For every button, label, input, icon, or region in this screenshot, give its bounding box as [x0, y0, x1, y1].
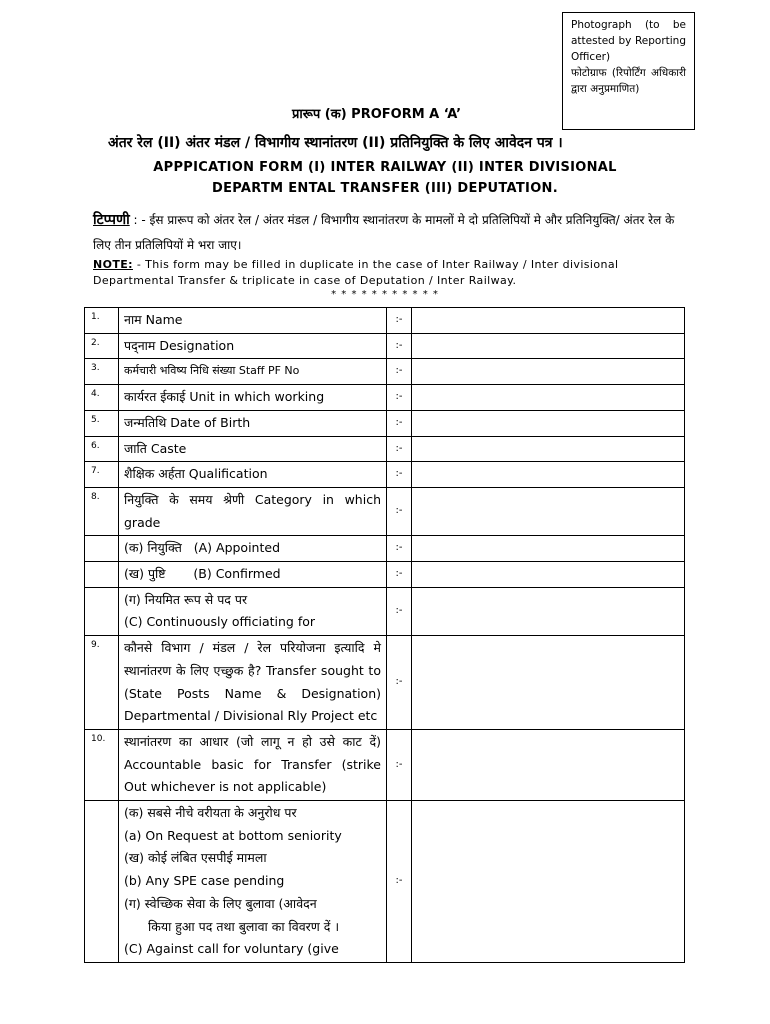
photo-caption-english: Photograph (to be attested by Reporting Officer): [571, 19, 686, 63]
table-row: [85, 359, 685, 385]
row-number: 7.: [85, 462, 119, 488]
application-form-table: [84, 307, 685, 963]
option-a-hindi: (क) सबसे नीचे वरीयता के अनुरोध पर: [124, 805, 297, 821]
table-row: [85, 801, 685, 963]
table-row: [85, 636, 685, 730]
colon: :-: [387, 359, 412, 385]
english-note: [93, 257, 693, 289]
designation-value-field[interactable]: [412, 333, 685, 359]
colon: :-: [387, 636, 412, 730]
colon: :-: [387, 333, 412, 359]
table-row: [85, 333, 685, 359]
field-label-caste: जाति Caste: [119, 436, 387, 462]
colon: :-: [387, 385, 412, 411]
field-label-confirmed: (ख) पुष्टि (B) Confirmed: [119, 562, 387, 588]
field-label-designation: पद्नाम Designation: [119, 333, 387, 359]
pf-no-value-field[interactable]: [412, 359, 685, 385]
transfer-basis-value-field[interactable]: [412, 729, 685, 800]
colon: :-: [387, 308, 412, 334]
field-label-transfer-basis: स्थानांतरण का आधार (जो लागू न हो उसे काट दें) Accountable basic for Transfer (strike Out whichever is not applicable): [119, 729, 387, 800]
field-label-transfer-sought: कौनसे विभाग / मंडल / रेल परियोजना इत्यादि मे स्थानांतरण के लिए एच्छुक है? Transfer sought to (State Posts Name & Designation) Departmental / Divisional Rly Project etc: [119, 636, 387, 730]
name-value-field[interactable]: [412, 308, 685, 334]
officiating-hindi: (ग) नियमित रूप से पद पर: [124, 591, 248, 607]
officiating-value-field[interactable]: [412, 587, 685, 635]
colon: :-: [387, 801, 412, 963]
hindi-note-text: : - ईस प्रारूप को अंतर रेल / अंतर मंडल / विभागीय स्थानांतरण के मामलों मे दो प्रतिलिपियों मे और प्रतिनियुक्ति/ अंतर रेल के लिए तीन प्रतिलिपियों मे भरा जाए।: [93, 213, 675, 252]
row-number: 4.: [85, 385, 119, 411]
colon: :-: [387, 587, 412, 635]
option-c-hindi: (ग) स्वेच्छिक सेवा के लिए बुलावा (आवेदन: [124, 895, 317, 911]
field-label-qualification: शैक्षिक अर्हता Qualification: [119, 462, 387, 488]
field-label-unit: कार्यरत ईकाई Unit in which working: [119, 385, 387, 411]
row-number: 1.: [85, 308, 119, 334]
field-label-pf-no: कर्मचारी भविष्य निधि संख्या Staff PF No: [119, 359, 387, 385]
field-label-category: नियुक्ति के समय श्रेणी Category in which grade: [119, 487, 387, 535]
appointed-value-field[interactable]: [412, 536, 685, 562]
category-value-field[interactable]: [412, 487, 685, 535]
photograph-box: [562, 12, 695, 130]
hindi-form-title: अंतर रेल (II) अंतर मंडल / विभागीय स्थानांतरण (II) प्रतिनियुक्ति के लिए आवेदन पत्र ।: [108, 135, 563, 151]
proforma-label: प्रारूप (क) PROFORM A ‘A’: [292, 107, 462, 122]
row-number: 3.: [85, 359, 119, 385]
option-b-hindi: (ख) कोई लंबित एसपीई मामला: [124, 850, 267, 866]
photo-caption-hindi: फोटोग्राफ (रिपोर्टिंग अधिकारी द्वारा अनुप्रमाणित): [571, 67, 686, 95]
qualification-value-field[interactable]: [412, 462, 685, 488]
table-row: [85, 562, 685, 588]
row-number: 8.: [85, 487, 119, 535]
row-number: 9.: [85, 636, 119, 730]
transfer-sought-value-field[interactable]: [412, 636, 685, 730]
caste-value-field[interactable]: [412, 436, 685, 462]
field-label-dob: जन्मतिथि Date of Birth: [119, 410, 387, 436]
unit-value-field[interactable]: [412, 385, 685, 411]
option-c-english: (C) Against call for voluntary (give: [124, 941, 339, 957]
colon: :-: [387, 462, 412, 488]
english-form-title-line2: DEPARTM ENTAL TRANSFER (III) DEPUTATION.: [212, 181, 558, 196]
table-row: [85, 436, 685, 462]
table-row: [85, 729, 685, 800]
table-row: [85, 308, 685, 334]
english-note-text: - This form may be filled in duplicate in the case of Inter Railway / Inter divisional Departmental Transfer & triplicate in case of Deputation / Inter Railway.: [93, 258, 619, 287]
hindi-note-label: टिप्पणी: [93, 212, 130, 228]
hindi-note: [93, 208, 693, 258]
option-b-english: (b) Any SPE case pending: [124, 873, 285, 889]
colon: :-: [387, 410, 412, 436]
colon: :-: [387, 562, 412, 588]
colon: :-: [387, 487, 412, 535]
field-label-officiating: [119, 587, 387, 635]
row-number: 2.: [85, 333, 119, 359]
english-note-label: NOTE:: [93, 258, 133, 271]
table-row: [85, 410, 685, 436]
option-c-hindi-cont: किया हुआ पद तथा बुलावा का विवरण दें ।: [148, 918, 340, 934]
field-label-name: नाम Name: [119, 308, 387, 334]
option-a-english: (a) On Request at bottom seniority: [124, 827, 342, 843]
transfer-basis-options: [119, 801, 387, 963]
row-number: 6.: [85, 436, 119, 462]
colon: :-: [387, 436, 412, 462]
transfer-options-value-field[interactable]: [412, 801, 685, 963]
table-row: [85, 536, 685, 562]
separator: * * * * * * * * * * *: [331, 289, 439, 300]
table-row: [85, 587, 685, 635]
field-label-appointed: (क) नियुक्ति (A) Appointed: [119, 536, 387, 562]
colon: :-: [387, 536, 412, 562]
table-row: [85, 462, 685, 488]
row-number: 5.: [85, 410, 119, 436]
english-form-title-line1: APPPICATION FORM (I) INTER RAILWAY (II) INTER DIVISIONAL: [153, 160, 617, 175]
table-row: [85, 385, 685, 411]
dob-value-field[interactable]: [412, 410, 685, 436]
row-number: 10.: [85, 729, 119, 800]
officiating-english: (C) Continuously officiating for: [124, 614, 316, 630]
table-row: [85, 487, 685, 535]
colon: :-: [387, 729, 412, 800]
confirmed-value-field[interactable]: [412, 562, 685, 588]
